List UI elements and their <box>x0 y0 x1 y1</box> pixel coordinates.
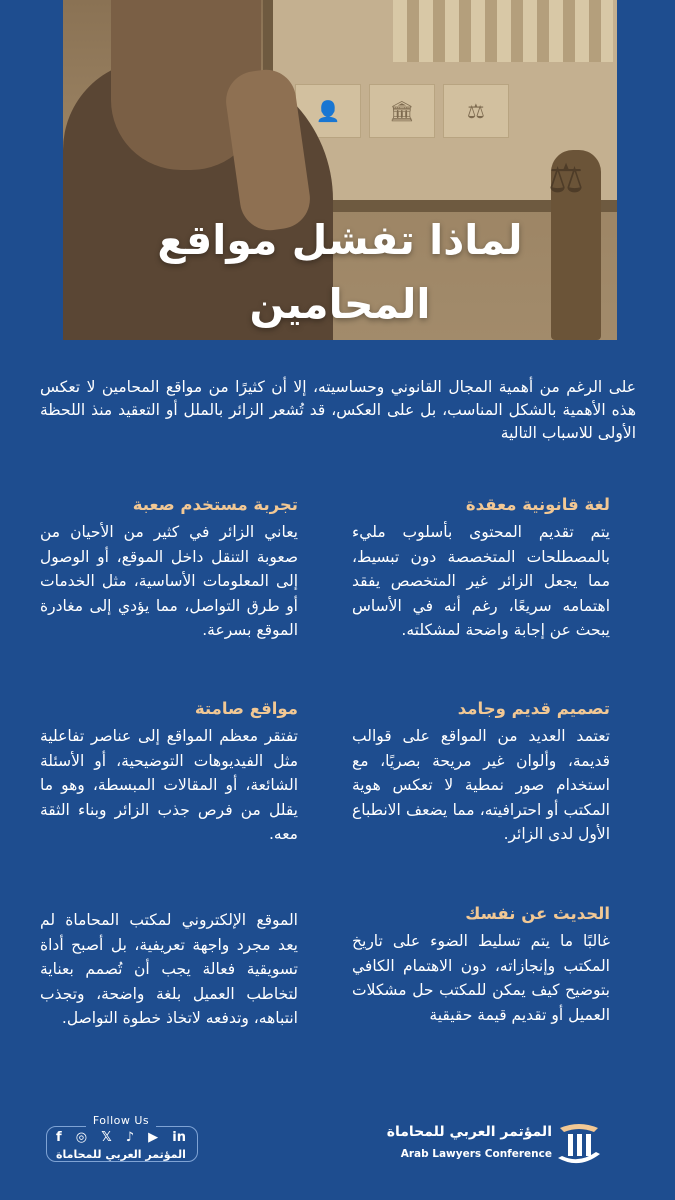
social-handle: المؤتمر العربي للمحاماة <box>56 1148 186 1161</box>
section-difficult-ux <box>40 494 298 643</box>
section-heading: تجربة مستخدم صعبة <box>132 495 298 514</box>
instagram-icon[interactable]: ◎ <box>75 1130 88 1145</box>
hero-image <box>63 0 617 340</box>
conference-logo-icon <box>556 1118 602 1170</box>
title-line-2 <box>63 336 617 340</box>
section-body: يتم تقديم المحتوى بأسلوب مليء بالمصطلحات المتخصصة دون تبسيط، مما يجعل الزائر غير المتخصص يفقد اهتمامه سريعًا، رغم أنه في الأساس يبحث عن إجابة واضحة لمشكلته. <box>352 523 610 639</box>
section-old-design <box>352 698 610 847</box>
intro-paragraph: على الرغم من أهمية المجال القانوني وحساسيته، إلا أن كثيرًا من مواقع المحامين لا تعكس هذه الأهمية بالشكل المناسب، بل على العكس، قد تُشعر الزائر بالملل أو التعقيد منذ اللحظة الأولى للاسباب التالية <box>40 378 636 442</box>
conclusion-body: الموقع الإلكتروني لمكتب المحاماة لم يعد مجرد واجهة تعريفية، بل أصبح أداة تسويقية فعالة يجب أن تُصمم بعناية لتخاطب العميل بلغة واضحة، وتجذب انتباهه، وتدفعه لاتخاذ خطوة التواصل. <box>40 911 298 1027</box>
section-heading: لغة قانونية معقدة <box>465 495 610 514</box>
section-silent-sites <box>40 698 298 847</box>
page-title <box>63 208 617 340</box>
linkedin-icon[interactable]: in <box>172 1130 186 1145</box>
section-body: يعاني الزائر في كثير من الأحيان من صعوبة التنقل داخل الموقع، أو الوصول إلى المعلومات الأساسية، مثل الخدمات أو طرق التواصل، مما يؤدي إلى مغادرة الموقع بسرعة. <box>40 523 298 639</box>
youtube-icon[interactable]: ▶ <box>148 1130 159 1145</box>
section-heading: مواقع صامتة <box>194 699 298 718</box>
gavel-card-icon: ⚖ <box>443 84 509 138</box>
scales-icon: ⚖ <box>548 156 584 202</box>
brand-name-english: Arab Lawyers Conference <box>400 1148 552 1160</box>
courthouse-card-icon: 🏛 <box>369 84 435 138</box>
section-heading: تصميم قديم وجامد <box>457 699 610 718</box>
follow-us-label: Follow Us <box>86 1114 156 1127</box>
section-conclusion <box>40 908 298 1031</box>
user-card-icon: 👤 <box>295 84 361 138</box>
section-body: تعتمد العديد من المواقع على قوالب قديمة، وألوان غير مريحة بصريًا، مع استخدام صور نمطية لا تعكس هوية المكتب أو احترافيته، مما يضعف الانطباع الأول لدى الزائر. <box>352 727 610 843</box>
brand-name-arabic: المؤتمر العربي للمحاماة <box>386 1124 552 1140</box>
section-heading: الحديث عن نفسك <box>465 904 610 923</box>
section-body: تفتقر معظم المواقع إلى عناصر تفاعلية مثل الفيديوهات التوضيحية، أو الأسئلة الشائعة، أو المقالات المبسطة، وهو ما يقلل من فرص جذب الزائر وبناء الثقة معه. <box>40 727 298 843</box>
section-body: غالبًا ما يتم تسليط الضوء على تاريخ المكتب وإنجازاته، دون الاهتمام الكافي بتوضيح كيف يمكن للمكتب حل مشكلات العميل أو تقديم قيمة حقيقية <box>352 932 610 1024</box>
building-columns-graphic <box>393 0 613 62</box>
social-icons-row <box>56 1130 186 1145</box>
section-talking-about-yourself <box>352 903 610 1027</box>
social-links <box>46 1116 196 1164</box>
title-line-1: لماذا تفشل مواقع المحامين <box>157 216 523 328</box>
section-complex-language <box>352 494 610 643</box>
x-icon[interactable]: 𝕏 <box>101 1130 112 1145</box>
tiktok-icon[interactable]: ♪ <box>125 1130 135 1145</box>
brand-block <box>380 1118 610 1172</box>
facebook-icon[interactable]: f <box>56 1130 62 1145</box>
